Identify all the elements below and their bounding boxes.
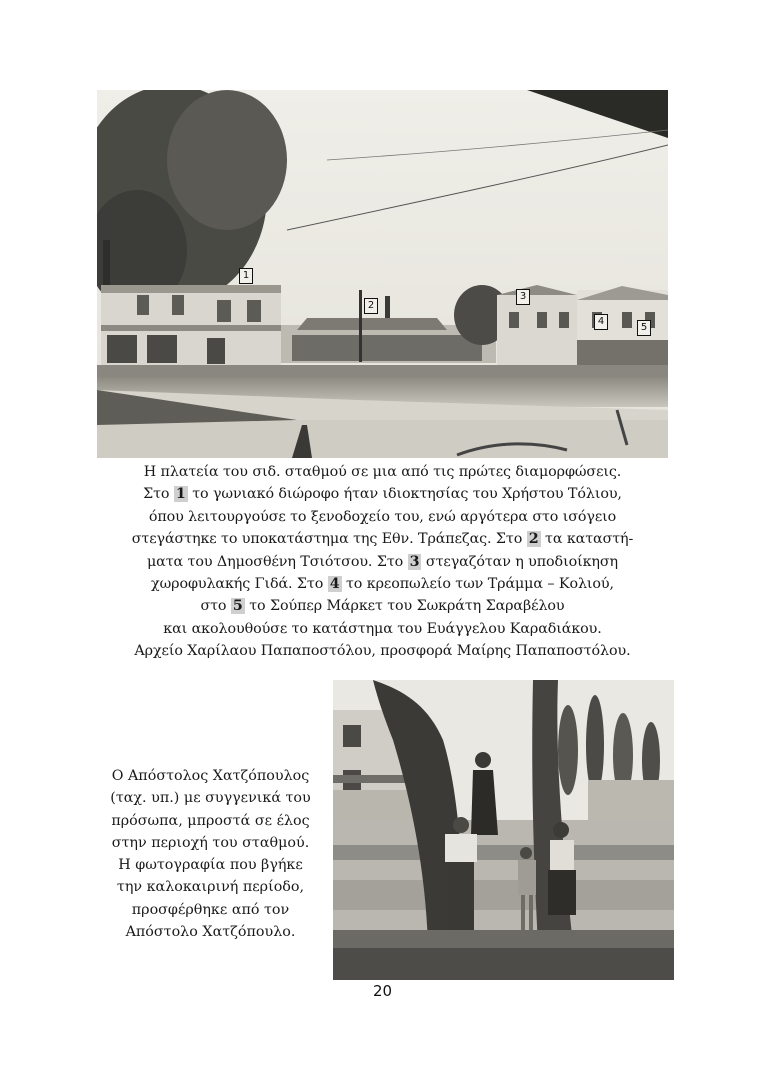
caption-line: Η πλατεία του σιδ. σταθμού σε μια από τις πρώτες διαμορφώσεις. (143, 464, 622, 480)
caption-line: Ο Απόστολος Χατζόπουλος (111, 768, 310, 784)
caption-number-1: 1 (175, 486, 186, 503)
caption-line: όπου λειτουργούσε το ξενοδοχείο του, ενώ αργότερα στο ισόγειο (148, 508, 617, 525)
caption-station-square (97, 461, 668, 663)
caption-line: και ακολουθούσε το κατάστημα του Ευάγγελου Καραδιάκου. (163, 620, 602, 637)
caption-line: πρόσωπα, μπροστά σε έλος (111, 812, 310, 829)
caption-line (97, 551, 668, 573)
caption-text: το γωνιακό διώροφο ήταν ιδιοκτησίας του Χρήστου Τόλιου, (192, 486, 622, 503)
caption-family-photo (92, 765, 329, 943)
caption-text: στεγάστηκε το υποκατάστημα της Εθν. Τράπεζας. Στο (131, 531, 523, 548)
marker-3: 3 (516, 289, 530, 305)
caption-line (97, 483, 668, 505)
caption-text: τα καταστή- (545, 531, 634, 548)
caption-text: χωροφυλακής Γιδά. Στο (151, 576, 324, 593)
caption-text: Στο (143, 486, 170, 503)
marker-2: 2 (364, 298, 378, 314)
caption-text: ματα του Δημοσθένη Τσιότσου. Στο (146, 553, 404, 570)
caption-number-4: 4 (329, 576, 340, 593)
caption-line: Αρχείο Χαρίλαου Παπαποστόλου, προσφορά Μαίρης Παπαποστόλου. (134, 643, 631, 660)
caption-text: στο (200, 598, 227, 615)
caption-line (97, 573, 668, 595)
caption-line: την καλοκαιρινή περίοδο, (116, 879, 305, 896)
caption-text: το κρεοπωλείο των Τράμμα – Κολιού, (346, 576, 614, 593)
marker-4: 4 (594, 314, 608, 330)
caption-number-5: 5 (232, 598, 243, 615)
caption-line: (ταχ. υπ.) με συγγενικά του (110, 790, 311, 807)
caption-text: το Σούπερ Μάρκετ του Σωκράτη Σαραβέλου (249, 598, 565, 615)
caption-line (97, 595, 668, 617)
page-number: 20 (372, 982, 393, 1000)
photo-bottom-image (333, 680, 674, 980)
caption-line: Η φωτογραφία που βγήκε (118, 857, 303, 874)
marker-5: 5 (637, 320, 651, 336)
photo-family-by-marsh (333, 680, 674, 980)
caption-line: Απόστολο Χατζόπουλο. (125, 924, 296, 941)
caption-line (97, 528, 668, 550)
caption-text: στεγαζόταν η υποδιοίκηση (425, 553, 619, 570)
caption-line: προσφέρθηκε από τον (131, 901, 290, 918)
caption-line: στην περιοχή του σταθμού. (111, 834, 310, 851)
caption-number-3: 3 (409, 553, 420, 570)
caption-number-2: 2 (528, 531, 539, 548)
marker-1: 1 (239, 268, 253, 284)
photo-railway-station-square (97, 90, 668, 458)
photo-top-image (97, 90, 668, 458)
